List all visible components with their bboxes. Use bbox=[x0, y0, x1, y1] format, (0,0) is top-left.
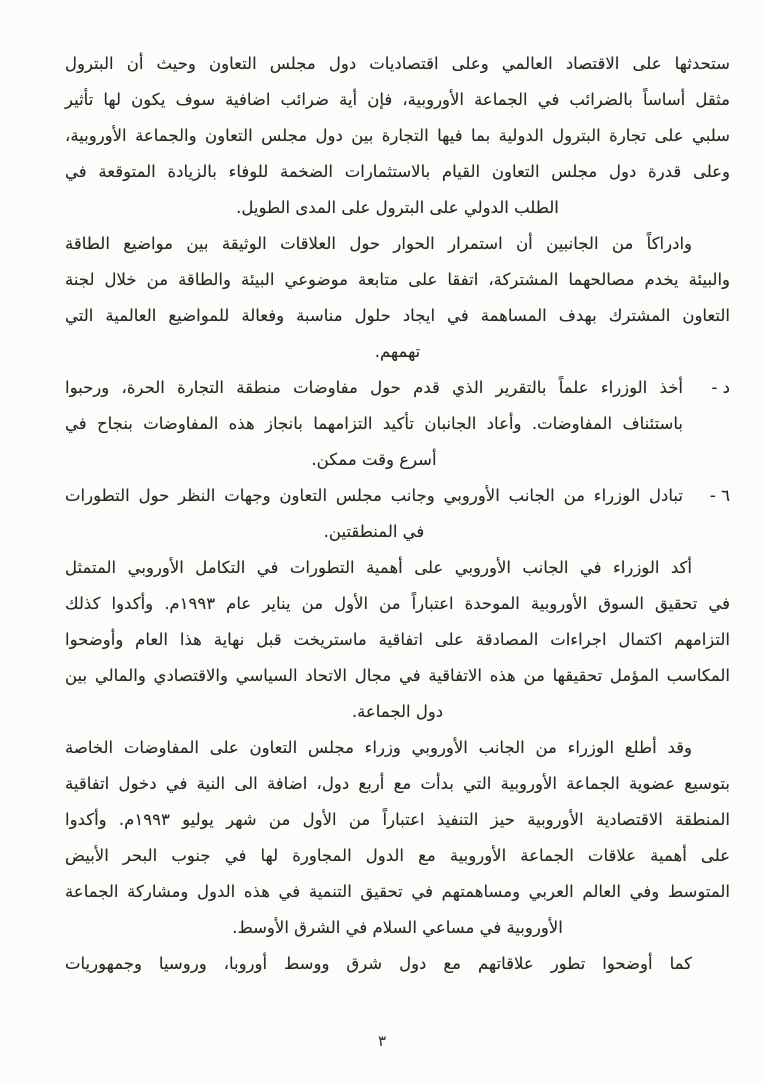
text-line-content: في المنطقتين. bbox=[323, 522, 425, 541]
text-line bbox=[65, 838, 730, 874]
text-line bbox=[65, 118, 730, 154]
text-line-content: التزامهم اكتمال اجراءات المصادقة على اتفاقية ماستريخت قبل نهاية هذا العام وأوضحوا bbox=[65, 630, 730, 649]
text-line-content: وقد أطلع الوزراء من الجانب الأوروبي وزراء مجلس التعاون على المفاوضات الخاصة bbox=[65, 738, 692, 757]
text-line-content: بتوسيع عضوية الجماعة الأوروبية التي بدأت مع أربع دول، اضافة الى النية في دخول اتفاقية bbox=[65, 774, 730, 793]
text-line-content: أخذ الوزراء علماً بالتقرير الذي قدم حول مفاوضات منطقة التجارة الحرة، ورحبوا bbox=[65, 378, 683, 397]
text-line-content: والبيئة يخدم مصالحهما المشتركة، اتفقا على متابعة موضوعي البيئة والطاقة من خلال لجنة bbox=[65, 270, 730, 289]
text-line-content: المتوسط وفي العالم العربي ومساهمتهم في تحقيق التنمية في هذه الدول ومشاركة الجماعة bbox=[65, 882, 730, 901]
text-line bbox=[65, 478, 730, 514]
para-eu-enlargement-relations bbox=[65, 730, 730, 946]
text-line-content: الطلب الدولي على البترول على المدى الطويل. bbox=[236, 198, 559, 217]
text-line-content: كما أوضحوا تطور علاقاتهم مع دول شرق ووسط أوروبا، وروسيا وجمهوريات bbox=[65, 954, 692, 973]
text-line-content: أكد الوزراء في الجانب الأوروبي على أهمية التطورات في التكامل الأوروبي المتمثل bbox=[65, 558, 692, 577]
text-line-content: تبادل الوزراء من الجانب الأوروبي وجانب مجلس التعاون وجهات النظر حول التطورات bbox=[65, 486, 683, 505]
text-line bbox=[65, 550, 730, 586]
text-line bbox=[65, 658, 730, 694]
text-line-content: تهمهم. bbox=[374, 342, 421, 361]
text-block bbox=[65, 46, 730, 982]
text-line bbox=[65, 730, 730, 766]
text-line bbox=[65, 766, 730, 802]
text-line bbox=[65, 226, 730, 262]
text-line bbox=[65, 514, 730, 550]
text-line bbox=[65, 910, 730, 946]
text-line bbox=[65, 442, 730, 478]
list-item-d-free-trade bbox=[65, 370, 730, 478]
text-line bbox=[65, 694, 730, 730]
text-line-content: الأوروبية في مساعي السلام في الشرق الأوسط. bbox=[232, 918, 563, 937]
text-line-content: المكاسب المؤمل تحقيقها من هذه الاتفاقية في مجال الاتحاد السياسي والاقتصادي والمالي بين bbox=[65, 666, 730, 685]
text-line-content: باستئناف المفاوضات. وأعاد الجانبان تأكيد التزامهما بانجاز هذه المفاوضات بنجاح في bbox=[65, 414, 683, 433]
text-line bbox=[65, 946, 730, 982]
para-oil-impact bbox=[65, 46, 730, 226]
text-line bbox=[65, 298, 730, 334]
list-item-6-exchange-views bbox=[65, 478, 730, 550]
text-line-content: وادراكاً من الجانبين أن استمرار الحوار حول العلاقات الوثيقة بين مواضيع الطاقة bbox=[65, 234, 692, 253]
text-line-content: في تحقيق السوق الأوروبية الموحدة اعتباراً من الأول من يناير عام ١٩٩٣م. وأكدوا كذلك bbox=[65, 594, 730, 613]
text-line bbox=[65, 586, 730, 622]
text-line bbox=[65, 82, 730, 118]
text-line-content: على أهمية علاقات الجماعة الأوروبية مع الدول المجاورة لها في جنوب البحر الأبيض bbox=[65, 846, 730, 865]
text-line-content: وعلى قدرة دول مجلس التعاون القيام بالاستثمارات الضخمة للوفاء بالزيادة المتوقعة في bbox=[65, 162, 730, 181]
para-european-integration bbox=[65, 550, 730, 730]
text-line-content: دول الجماعة. bbox=[351, 702, 444, 721]
text-line-content: التعاون المشترك بهدف المساهمة في ايجاد حلول مناسبة وفعالة للمواضيع العالمية التي bbox=[65, 306, 730, 325]
page-number: ٣ bbox=[377, 1032, 387, 1050]
text-line-content: مثقل أساساً بالضرائب في الجماعة الأوروبية، فإن أية ضرائب اضافية سوف يكون لها تأثير bbox=[65, 90, 730, 109]
text-line bbox=[65, 334, 730, 370]
text-line bbox=[65, 190, 730, 226]
text-line bbox=[65, 46, 730, 82]
text-line bbox=[65, 406, 730, 442]
para-eastern-europe-russia bbox=[65, 946, 730, 982]
text-line-content: سلبي على تجارة البترول الدولية بما فيها التجارة بين دول مجلس التعاون والجماعة الأوروبية، bbox=[65, 126, 730, 145]
text-line-content: ستحدثها على الاقتصاد العالمي وعلى اقتصاديات دول مجلس التعاون وحيث أن البترول bbox=[65, 54, 730, 73]
text-line bbox=[65, 262, 730, 298]
text-line bbox=[65, 622, 730, 658]
text-line bbox=[65, 802, 730, 838]
para-energy-environment-dialogue bbox=[65, 226, 730, 370]
text-line-content: أسرع وقت ممكن. bbox=[311, 450, 437, 469]
list-item-marker: ٦ - bbox=[709, 486, 730, 505]
text-line bbox=[65, 370, 730, 406]
text-line bbox=[65, 154, 730, 190]
text-line bbox=[65, 874, 730, 910]
list-item-marker: د - bbox=[711, 378, 730, 397]
text-line-content: المنطقة الاقتصادية الأوروبية حيز التنفيذ اعتباراً من الأول من شهر يوليو ١٩٩٣م. وأكدوا bbox=[65, 810, 731, 829]
